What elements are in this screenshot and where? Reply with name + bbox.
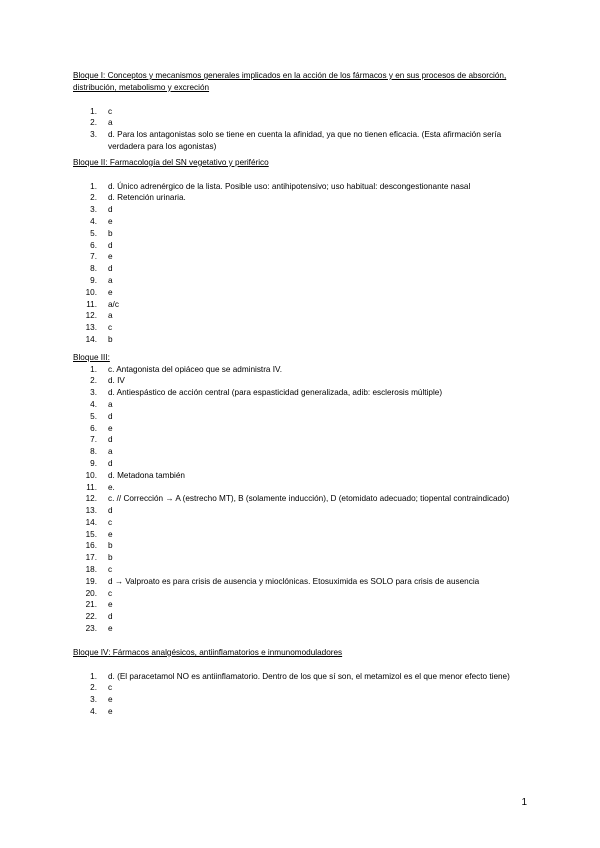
section-heading: Bloque IV: Fármacos analgésicos, antiinflamatorios e inmunomoduladores [73,647,343,657]
section-heading: Bloque II: Farmacología del SN vegetativo y periférico [73,157,269,167]
list-item: 2. a [90,118,113,128]
list-item: 13. d [85,506,113,516]
list-item: 3. e [90,695,113,705]
list-item: 9. d [90,458,113,468]
list-item: 3. d [90,205,113,215]
list-item: 22. d [85,612,113,622]
list-item: 1. d. Único adrenérgico de la lista. Posible uso: antihipotensivo; uso habitual: descongestionante nasal [90,181,471,191]
list-item: 14. c [85,517,113,527]
list-item: 2. c [90,683,113,693]
list-item: 1. c [90,106,113,116]
list-item: 14. b [85,334,113,344]
list-item: 9. a [90,275,113,285]
list-item: 6. d [90,240,113,250]
list-item: 6. e [90,423,113,433]
list-item: 7. d [90,435,113,445]
list-item: 10. d. Metadona también [85,470,185,480]
answer-list [73,181,533,346]
list-item: 3. d. Para los antagonistas solo se tiene en cuenta la afinidad, ya que no tienen eficacia. (Esta afirmación sería verdadera para los agonistas) [90,130,502,151]
section-heading: Bloque I: Conceptos y mecanismos generales implicados en la acción de los fármacos y en sus procesos de absorción, distribución, metabolismo y excreción [73,71,507,92]
page-number: 1 [521,797,527,808]
list-item: 2. d. Retención urinaria. [90,193,186,203]
list-item: 11. a/c [86,299,119,309]
list-item: 8. d [90,264,113,274]
list-item: 13. c [85,323,113,333]
list-item: 23. e [85,624,113,634]
list-item: 17. b [85,553,113,563]
answer-list [73,364,533,635]
list-item: 21. e [85,600,113,610]
list-item: 19. d → Valproato es para crisis de ausencia y mioclónicas. Etosuximida es SOLO para crisis de ausencia [85,576,480,586]
list-item: 3. d. Antiespástico de acción central (para espasticidad generalizada, adib: esclerosis múltiple) [90,388,443,398]
list-item: 18. c [85,565,113,575]
list-item: 5. d [90,411,113,421]
list-item: 5. b [90,228,113,238]
list-item: 4. e [90,707,113,717]
list-item: 15. e [85,529,113,539]
list-item: 20. c [85,588,113,598]
list-item: 7. e [90,252,113,262]
list-item: 10. e [85,287,113,297]
list-item: 1. d. (El paracetamol NO es antiinflamatorio. Dentro de los que sí son, el metamizol es el que menor efecto tiene) [90,671,510,681]
section-heading: Bloque III: [73,352,110,362]
list-item: 2. d. IV [90,376,125,386]
list-item: 12. a [85,311,113,321]
list-item: 1. c. Antagonista del opiáceo que se administra IV. [90,364,283,374]
answer-list [73,106,533,153]
list-item: 4. a [90,399,113,409]
answer-list [73,671,533,718]
list-item: 4. e [90,216,113,226]
answer-key [73,70,533,718]
list-item: 11. e. [86,482,115,492]
list-item: 12. c. // Corrección → A (estrecho MT), B (solamente inducción), D (etomidato adecuado; tiopental contraindicado) [85,494,510,504]
list-item: 8. a [90,447,113,457]
list-item: 16. b [85,541,113,551]
